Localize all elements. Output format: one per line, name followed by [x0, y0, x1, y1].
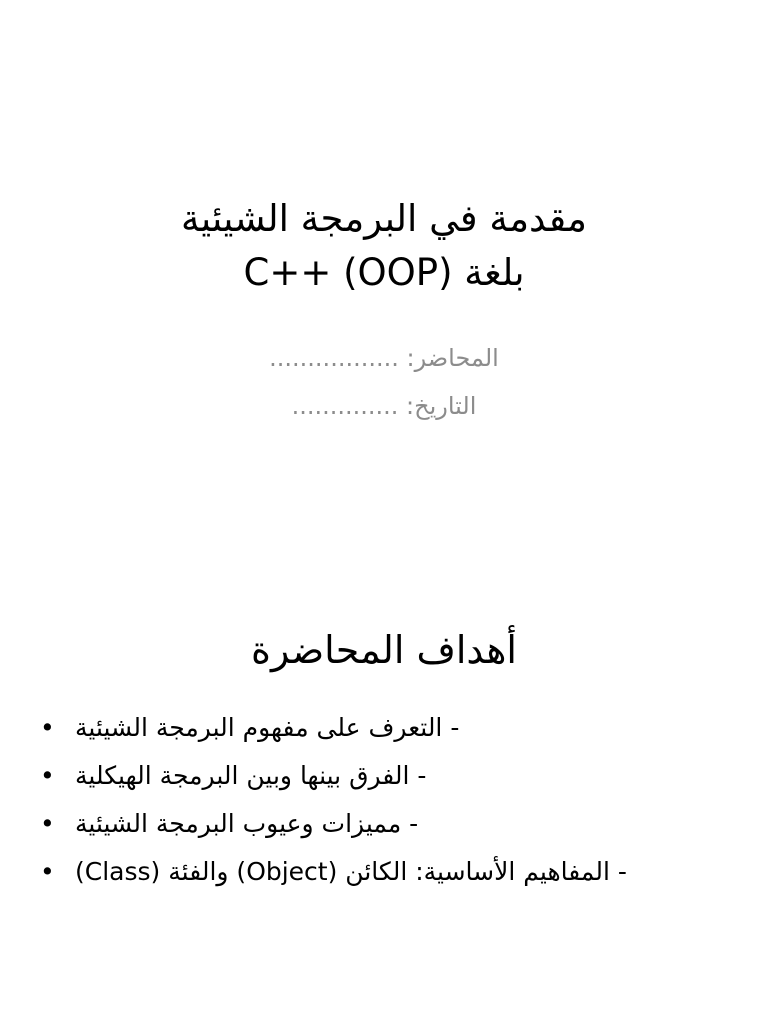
- list-item-text: - التعرف على مفهوم البرمجة الشيئية: [75, 713, 460, 742]
- slide-subtitle: [0, 334, 768, 430]
- objectives-list: [40, 710, 700, 902]
- bullet-icon: •: [40, 809, 55, 838]
- bullet-icon: •: [40, 857, 55, 886]
- list-item-text: - مميزات وعيوب البرمجة الشيئية: [75, 809, 419, 838]
- date-line: التاريخ: ..............: [291, 392, 477, 420]
- list-item: [40, 806, 700, 841]
- slide-title: [0, 192, 768, 300]
- bullet-icon: •: [40, 713, 55, 742]
- objectives-slide: [0, 512, 768, 1024]
- list-item: [40, 854, 700, 889]
- list-item-text: - المفاهيم الأساسية: الكائن (Object) والفئة (Class): [75, 857, 627, 886]
- title-line-1: مقدمة في البرمجة الشيئية: [181, 197, 587, 240]
- list-item: [40, 710, 700, 745]
- bullet-icon: •: [40, 761, 55, 790]
- objectives-heading: أهداف المحاضرة: [251, 628, 517, 672]
- list-item: [40, 758, 700, 793]
- lecturer-line: المحاضر: .................: [269, 344, 499, 372]
- list-item-text: - الفرق بينها وبين البرمجة الهيكلية: [75, 761, 427, 790]
- title-line-2: بلغة C++ (OOP): [243, 251, 525, 294]
